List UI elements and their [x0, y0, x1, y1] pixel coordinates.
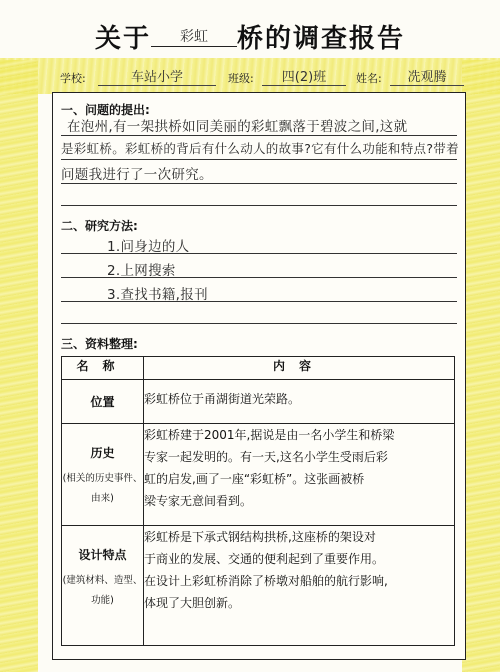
rule-line [61, 205, 457, 206]
section-1-title: 一、问题的提出: [61, 103, 150, 117]
row-label-subtext: (相关的历史事件、由来) [62, 473, 143, 504]
row-content-location: 彩虹桥位于甬湖街道光荣路。 [144, 380, 455, 424]
row-label-design [62, 526, 144, 646]
s2-item-1: 1.问身边的人 [107, 239, 190, 255]
table-row [62, 380, 455, 424]
rule-line [61, 277, 457, 278]
col-header-name: 名称 [62, 357, 144, 380]
rule-line [61, 253, 457, 254]
row-content-design: 彩虹桥是下承式钢结构拱桥,这座桥的架设对 于商业的发展、交通的便利起到了重要作用。 在设计上彩虹桥消除了桥墩对船舶的航行影响, 体现了大胆创新。 [144, 526, 455, 646]
class-label: 班级: [228, 72, 254, 85]
row-label-history [62, 424, 144, 526]
report-title [0, 18, 500, 55]
row-label-text: 历史 [90, 446, 115, 460]
section-3-title: 三、资料整理: [61, 337, 138, 351]
student-info [60, 66, 460, 88]
class-value: 四(2)班 [262, 66, 346, 86]
rule-line [61, 135, 457, 136]
row-label-location [62, 380, 144, 424]
row-content-history: 彩虹桥建于2001年,据说是由一名小学生和桥梁 专家一起发明的。有一天,这名小学生受雨后彩 虹的启发,画了一座“彩虹桥”。这张画被桥 梁专家无意间看到。 [144, 424, 455, 526]
rule-line [61, 301, 457, 302]
s2-item-2: 2.上网搜索 [107, 263, 176, 279]
s1-line-2: 是彩虹桥。彩虹桥的背后有什么动人的故事?它有什么功能和特点?带着 [61, 141, 459, 156]
table-header-row [62, 357, 455, 380]
row-label-subtext: (建筑材料、造型、功能) [62, 575, 143, 606]
rule-line [61, 323, 457, 324]
school-value: 车站小学 [98, 66, 216, 86]
s1-line-1: 在泡州,有一架拱桥如同美丽的彩虹飘落于碧波之间,这就 [67, 119, 408, 135]
data-table [61, 356, 455, 646]
title-prefix: 关于 [94, 24, 151, 54]
section-2-title: 二、研究方法: [61, 219, 138, 233]
row-label-text: 位置 [90, 395, 115, 409]
name-value: 冼观腾 [390, 66, 464, 86]
s2-item-3: 3.查找书籍,报刊 [107, 287, 208, 303]
table-row [62, 526, 455, 646]
title-fill: 彩虹 [151, 26, 237, 47]
row-label-text: 设计特点 [78, 548, 127, 562]
crayon-decoration-left [0, 60, 38, 672]
name-label: 姓名: [356, 72, 382, 85]
table-row [62, 424, 455, 526]
rule-line [61, 159, 457, 160]
rule-line [61, 183, 457, 184]
report-frame [52, 92, 466, 660]
title-suffix: 桥的调查报告 [237, 24, 406, 54]
crayon-decoration-right [462, 60, 500, 672]
s1-line-3: 问题我进行了一次研究。 [61, 167, 213, 183]
col-header-content: 内容 [144, 357, 455, 380]
school-label: 学校: [60, 72, 86, 85]
